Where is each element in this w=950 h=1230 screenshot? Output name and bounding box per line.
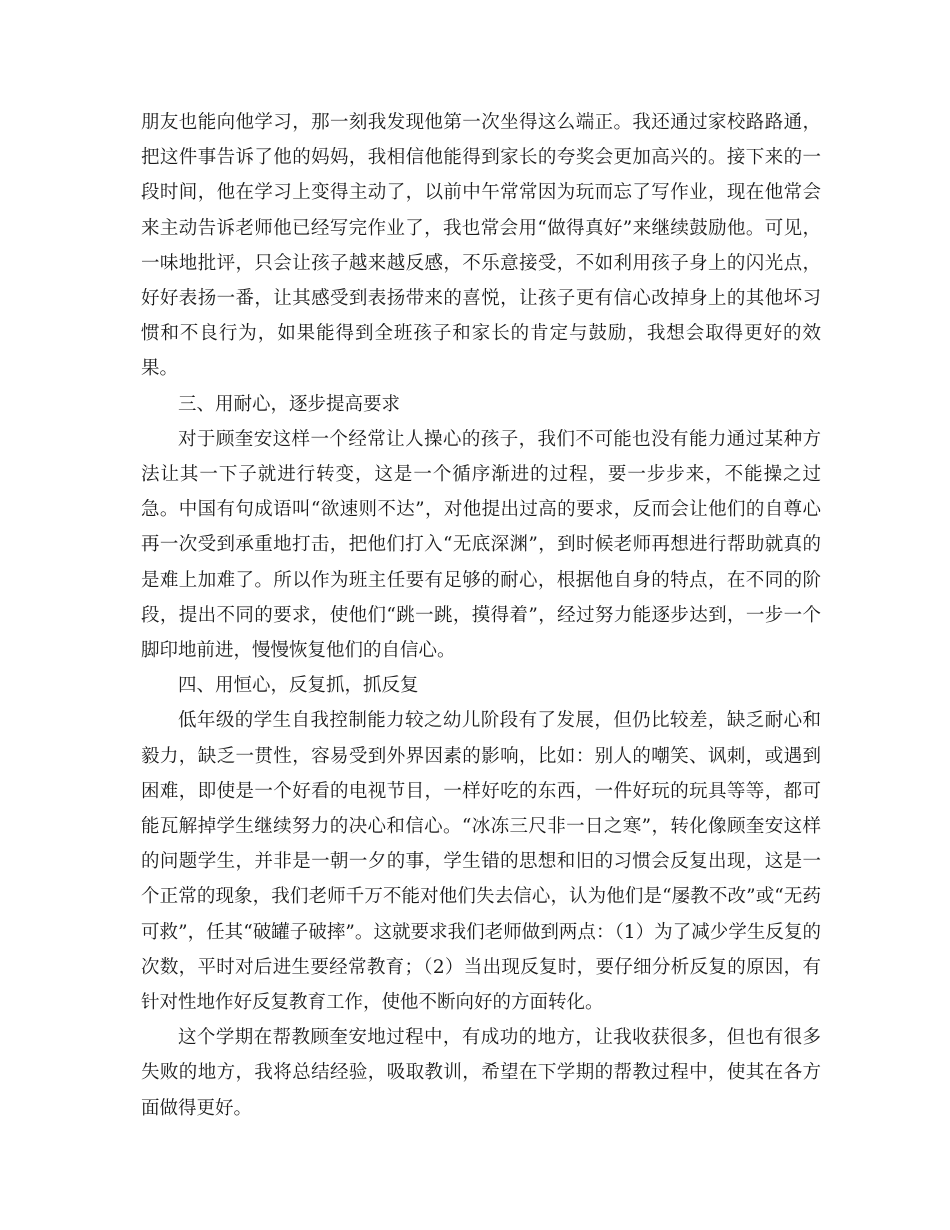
document-page: [141, 105, 821, 1126]
paragraph-conclusion: 这个学期在帮教顾奎安地过程中，有成功的地方，让我收获很多，但也有很多失败的地方，我将总结经验，吸取教训，希望在下学期的帮教过程中，使其在各方面做得更好。: [141, 1027, 821, 1119]
paragraph-continued: 朋友也能向他学习，那一刻我发现他第一次坐得这么端正。我还通过家校路路通，把这件事告诉了他的妈妈，我相信他能得到家长的夸奖会更加高兴的。接下来的一段时间，他在学习上变得主动了，以前中午常常因为玩而忘了写作业，现在他常会来主动告诉老师他已经写完作业了，我也常会用“做得真好”来继续鼓励他。可见，一味地批评，只会让孩子越来越反感，不乐意接受，不如利用孩子身上的闪光点，好好表扬一番，让其感受到表扬带来的喜悦，让孩子更有信心改掉身上的其他坏习惯和不良行为，如果能得到全班孩子和家长的肯定与鼓励，我想会取得更好的效果。: [141, 112, 821, 380]
paragraph-perseverance: 低年级的学生自我控制能力较之幼儿阶段有了发展，但仍比较差，缺乏耐心和毅力，缺乏一贯性，容易受到外界因素的影响，比如：别人的嘲笑、讽刺，或遇到困难，即使是一个好看的电视节目，一样好吃的东西，一件好玩的玩具等等，都可能瓦解掉学生继续努力的决心和信心。“冰冻三尺非一日之寒”，转化像顾奎安这样的问题学生，并非是一朝一夕的事，学生错的思想和旧的习惯会反复出现，这是一个正常的现象，我们老师千万不能对他们失去信心，认为他们是“屡教不改”或“无药可救”，任其“破罐子破摔”。这就要求我们老师做到两点：（1）为了减少学生反复的次数，平时对后进生要经常教育；（2）当出现反复时，要仔细分析反复的原因，有针对性地作好反复教育工作，使他不断向好的方面转化。: [141, 710, 821, 1014]
section-heading-patience: 三、用耐心，逐步提高要求: [178, 393, 401, 415]
section-heading-perseverance: 四、用恒心，反复抓，抓反复: [178, 675, 419, 697]
paragraph-patience: 对于顾奎安这样一个经常让人操心的孩子，我们不可能也没有能力通过某种方法让其一下子就进行转变，这是一个循序渐进的过程，要一步步来，不能操之过急。中国有句成语叫“欲速则不达”，对他提出过高的要求，反而会让他们的自尊心再一次受到承重地打击，把他们打入“无底深渊”，到时候老师再想进行帮助就真的是难上加难了。所以作为班主任要有足够的耐心，根据他自身的特点，在不同的阶段，提出不同的要求，使他们“跳一跳，摸得着”，经过努力能逐步达到，一步一个脚印地前进，慢慢恢复他们的自信心。: [141, 428, 821, 662]
